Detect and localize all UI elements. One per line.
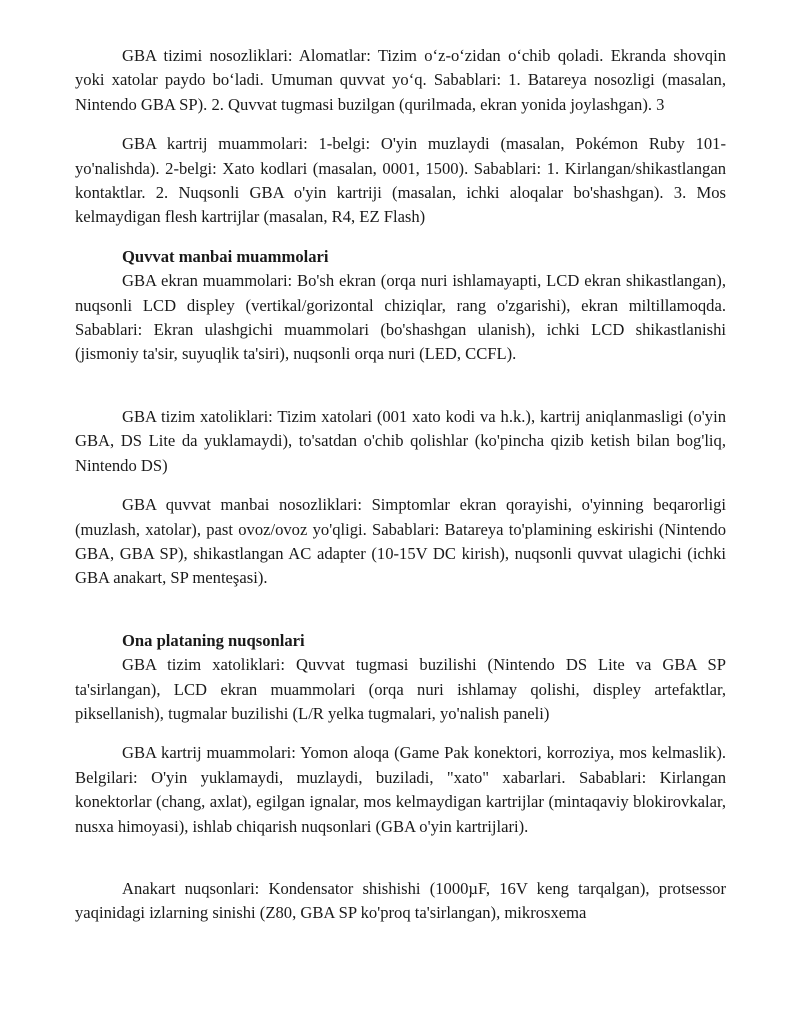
paragraph-gba-cartridge-problems: GBA kartrij muammolari: 1-belgi: O'yin muzlaydi (masalan, Pokémon Ruby 101-yo'nalishda). 2-belgi: Xato kodlari (masalan, 0001, 1500). Sabablari: 1. Kirlangan/shikastlangan kontaktlar. 2. Nuqsonli GBA o'yin kartriji (masalan, ichki aloqalar bo'shashgan). 3. Mos kelmaydigan flesh kartrijlar (masalan, R4, EZ Flash) bbox=[75, 134, 726, 227]
paragraph-gba-system-errors-2: GBA tizim xatoliklari: Quvvat tugmasi buzilishi (Nintendo DS Lite va GBA SP ta'sirlangan), LCD ekran muammolari (orqa nuri ishlamay qolishi, displey artefaktlar, piksellanish), tugmalar buzilishi (L/R yelka tugmalari, yo'nalish paneli) bbox=[75, 655, 726, 723]
paragraph-gba-power-supply-faults: GBA quvvat manbai nosozliklari: Simptomlar ekran qorayishi, o'yinning beqarorligi (muzlash, xatolar), past ovoz/ovoz yo'qligi. Sabablari: Batareya to'plamining eskirishi (Nintendo GBA, GBA SP), shikastlangan AC adapter (10-15V DC kirish), nuqsonli quvvat ulagichi (ichki GBA anakart, SP menteşasi). bbox=[75, 495, 726, 588]
paragraph-gba-system-faults: GBA tizimi nosozliklari: Alomatlar: Tizim o‘z-o‘zidan o‘chib qoladi. Ekranda shovqin yoki xatolar paydo bo‘ladi. Umuman quvvat yo‘q. Sabablari: 1. Batareya nosozligi (masalan, Nintendo GBA SP). 2. Quvvat tugmasi buzilgan (qurilmada, ekran yonida joylashgan). 3 bbox=[75, 46, 726, 114]
paragraph-motherboard-defects: Anakart nuqsonlari: Kondensator shishishi (1000µF, 16V keng tarqalgan), protsessor yaqinidagi izlarning sinishi (Z80, GBA SP ko'proq ta'sirlangan), mikrosxema bbox=[75, 878, 726, 923]
document-page bbox=[75, 44, 726, 926]
paragraph-gba-system-errors: GBA tizim xatoliklari: Tizim xatolari (001 xato kodi va h.k.), kartrij aniqlanmasligi (o'yin GBA, DS Lite da yuklamaydi), to'satdan o'chib qolishlar (ko'pincha qizib ketish bilan bog'liq, Nintendo DS) bbox=[75, 406, 726, 475]
paragraph-gba-screen-problems: GBA ekran muammolari: Bo'sh ekran (orqa nuri ishlamayapti, LCD ekran shikastlangan), nuqsonli LCD displey (vertikal/gorizontal chiziqlar, rang o'zgarishi), ekran miltillamoqda. Sabablari: Ekran ulashgichi muammolari (bo'shashgan ulanish), ichki LCD shikastlanishi (jismoniy ta'sir, suyuqlik ta'siri), nuqsonli orqa nuri (LED, CCFL). bbox=[75, 271, 726, 364]
paragraph-gba-cartridge-problems-2: GBA kartrij muammolari: Yomon aloqa (Game Pak konektori, korroziya, mos kelmaslik). Belgilari: O'yin yuklamaydi, muzlaydi, buziladi, "xato" xabarlari. Sabablari: Kirlangan konektorlar (chang, axlat), egilgan ignalar, mos kelmaydigan kartrijlar (mintaqaviy blokirovkalar, nusxa himoyasi), ishlab chiqarish nuqsonlari (GBA o'yin kartrijlari). bbox=[75, 743, 726, 836]
heading-motherboard-defects: Ona plataning nuqsonlari bbox=[122, 630, 305, 650]
heading-power-supply-problems: Quvvat manbai muammolari bbox=[122, 246, 329, 266]
